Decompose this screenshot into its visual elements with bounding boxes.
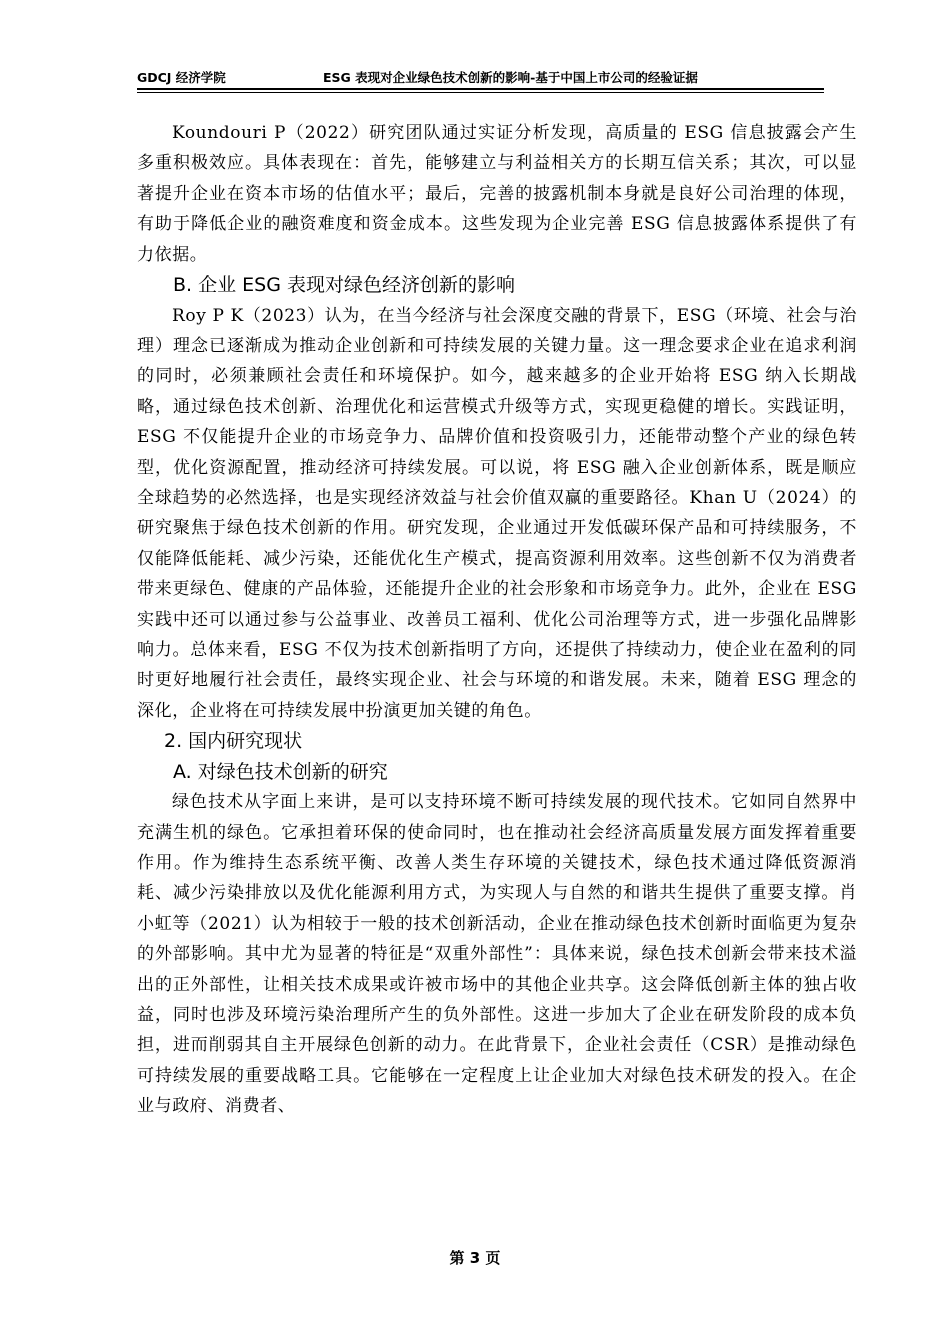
header-rule: [137, 88, 824, 90]
header-thesis-title: ESG 表现对企业绿色技术创新的影响-基于中国上市公司的经验证据: [323, 70, 698, 85]
body-text: [137, 118, 857, 1122]
header-institution: GDCJ 经济学院: [137, 70, 226, 85]
paragraph-green-tech: 绿色技术从字面上来讲，是可以支持环境不断可持续发展的现代技术。它如同自然界中充满生机的绿色。它承担着环保的使命同时，也在推动社会经济高质量发展方面发挥着重要作用。作为维持生态系统平衡、改善人类生存环境的关键技术，绿色技术通过降低资源消耗、减少污染排放以及优化能源利用方式，为实现人与自然的和谐共生提供了重要支撑。肖小虹等（2021）认为相较于一般的技术创新活动，企业在推动绿色技术创新时面临更为复杂的外部影响。其中尤为显著的特征是“双重外部性”：具体来说，绿色技术创新会带来技术溢出的正外部性，让相关技术成果或许被市场中的其他企业共享。这会降低创新主体的独占收益，同时也涉及环境污染治理所产生的负外部性。这进一步加大了企业在研发阶段的成本负担，进而削弱其自主开展绿色创新的动力。在此背景下，企业社会责任（CSR）是推动绿色可持续发展的重要战略工具。它能够在一定程度上让企业加大对绿色技术研发的投入。在企业与政府、消费者、: [137, 792, 857, 1117]
paragraph-roy-khan: Roy P K（2023）认为，在当今经济与社会深度交融的背景下，ESG（环境、社会与治理）理念已逐渐成为推动企业创新和可持续发展的关键力量。这一理念要求企业在追求利润的同时，必须兼顾社会责任和环境保护。如今，越来越多的企业开始将 ESG 纳入长期战略，通过绿色技术创新、治理优化和运营模式升级等方式，实现更稳健的增长。实践证明，ESG 不仅能提升企业的市场竞争力、品牌价值和投资吸引力，还能带动整个产业的绿色转型，优化资源配置，推动经济可持续发展。可以说，将 ESG 融入企业创新体系，既是顺应全球趋势的必然选择，也是实现经济效益与社会价值双赢的重要路径。Khan U（2024）的研究聚焦于绿色技术创新的作用。研究发现，企业通过开发低碳环保产品和可持续服务，不仅能降低能耗、减少污染，还能优化生产模式，提高资源利用效率。这些创新不仅为消费者带来更绿色、健康的产品体验，还能提升企业的社会形象和市场竞争力。此外，企业在 ESG 实践中还可以通过参与公益事业、改善员工福利、优化公司治理等方式，进一步强化品牌影响力。总体来看，ESG 不仅为技术创新指明了方向，还提供了持续动力，使企业在盈利的同时更好地履行社会责任，最终实现企业、社会与环境的和谐发展。未来，随着 ESG 理念的深化，企业将在可持续发展中扮演更加关键的角色。: [137, 305, 857, 721]
section-heading-domestic: 2. 国内研究现状: [164, 730, 303, 753]
paragraph-koundouri: Koundouri P（2022）研究团队通过实证分析发现，高质量的 ESG 信息披露会产生多重积极效应。具体表现在：首先，能够建立与利益相关方的长期互信关系；其次，可以显著提升企业在资本市场的估值水平；最后，完善的披露机制本身就是良好公司治理的体现，有助于降低企业的融资难度和资金成本。这些发现为企业完善 ESG 信息披露体系提供了有力依据。: [137, 123, 857, 265]
subsection-heading-b: B. 企业 ESG 表现对绿色经济创新的影响: [173, 274, 515, 297]
header-rule-thin: [137, 92, 824, 93]
subsection-heading-a: A. 对绿色技术创新的研究: [173, 760, 388, 783]
page-number: 第 3 页: [449, 1249, 501, 1267]
running-header: [137, 66, 824, 88]
